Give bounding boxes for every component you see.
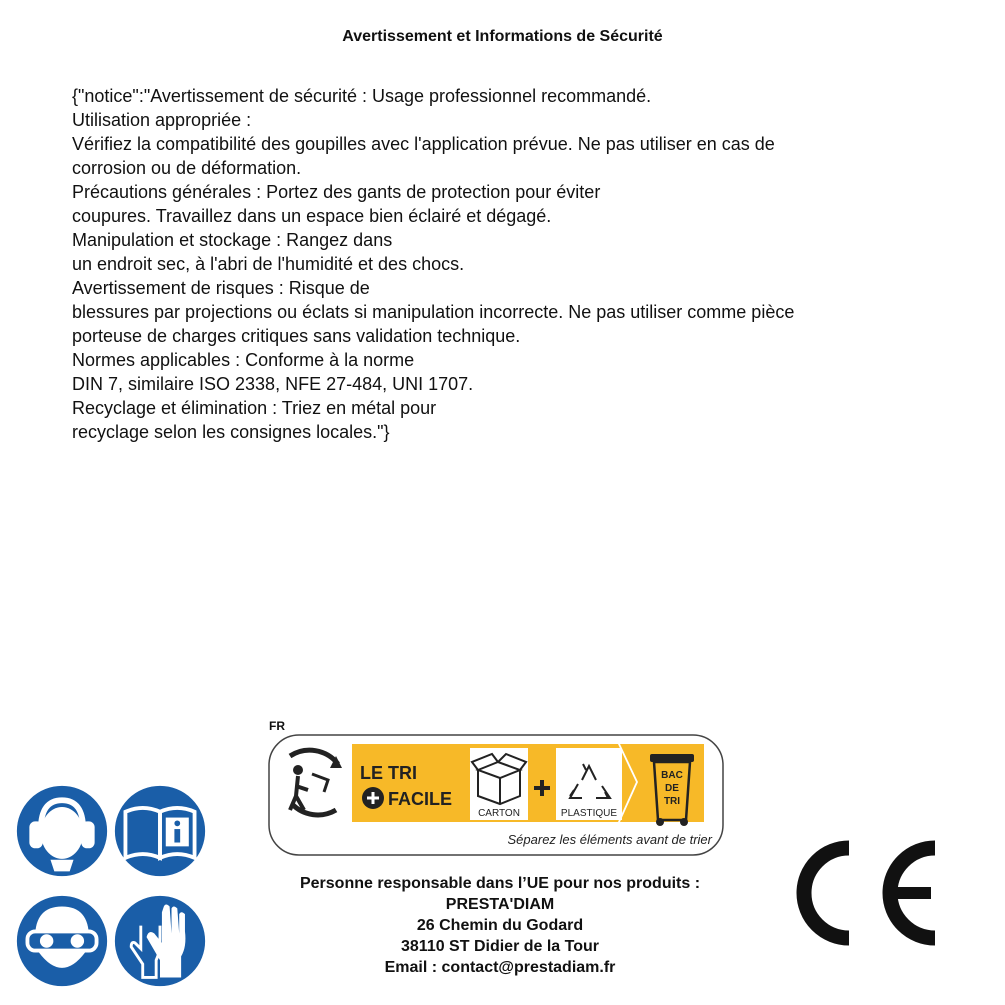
notice-line: {"notice":"Avertissement de sécurité : Usage professionnel recommandé. bbox=[72, 86, 652, 106]
notice-line: DIN 7, similaire ISO 2338, NFE 27-484, UNI 1707. bbox=[72, 374, 474, 394]
safety-signs bbox=[14, 783, 214, 993]
item2-label: PLASTIQUE bbox=[560, 808, 618, 819]
bin-line1: BAC bbox=[661, 770, 683, 781]
notice-line: un endroit sec, à l'abri de l'humidité et des chocs. bbox=[72, 254, 465, 274]
country-code: FR bbox=[269, 719, 285, 733]
contact-street: 26 Chemin du Godard bbox=[416, 917, 584, 934]
read-manual-icon bbox=[112, 783, 208, 879]
notice-line: Avertissement de risques : Risque de bbox=[72, 278, 370, 298]
notice-line: Utilisation appropriée : bbox=[72, 110, 252, 130]
brand-line1: LE TRI bbox=[360, 763, 417, 783]
safety-notice bbox=[72, 84, 952, 444]
item1-label: CARTON bbox=[478, 808, 520, 819]
notice-line: blessures par projections ou éclats si manipulation incorrecte. Ne pas utiliser comme pièce bbox=[72, 302, 795, 322]
page-title: Avertissement et Informations de Sécurité bbox=[342, 28, 663, 45]
eu-responsible-person bbox=[240, 873, 760, 978]
notice-line: Recyclage et élimination : Triez en métal pour bbox=[72, 398, 437, 418]
gloves-icon bbox=[112, 893, 208, 989]
ear-protection-icon bbox=[14, 783, 110, 879]
recycling-footer: Séparez les éléments avant de trier bbox=[507, 832, 712, 847]
bin-line2: DE bbox=[665, 783, 679, 794]
notice-line: porteuse de charges critiques sans validation technique. bbox=[72, 326, 521, 346]
notice-line: coupures. Travaillez dans un espace bien éclairé et dégagé. bbox=[72, 206, 552, 226]
contact-city: 38110 ST Didier de la Tour bbox=[401, 938, 599, 955]
bin-line3: TRI bbox=[663, 796, 681, 807]
notice-line: Manipulation et stockage : Rangez dans bbox=[72, 230, 393, 250]
notice-line: corrosion ou de déformation. bbox=[72, 158, 302, 178]
notice-line: Précautions générales : Portez des gants de protection pour éviter bbox=[72, 182, 601, 202]
contact-line: Personne responsable dans l’UE pour nos produits : bbox=[299, 875, 701, 892]
contact-email: Email : contact@prestadiam.fr bbox=[384, 959, 616, 976]
notice-line: Vérifiez la compatibilité des goupilles avec l'application prévue. Ne pas utiliser en cas de bbox=[72, 134, 775, 154]
brand-line2: FACILE bbox=[388, 789, 453, 809]
recycling-label bbox=[268, 734, 724, 856]
ce-mark-icon bbox=[793, 838, 943, 948]
contact-company: PRESTA'DIAM bbox=[445, 896, 555, 913]
eye-protection-icon bbox=[14, 893, 110, 989]
notice-line: Normes applicables : Conforme à la norme bbox=[72, 350, 415, 370]
notice-line: recyclage selon les consignes locales."} bbox=[72, 422, 390, 442]
